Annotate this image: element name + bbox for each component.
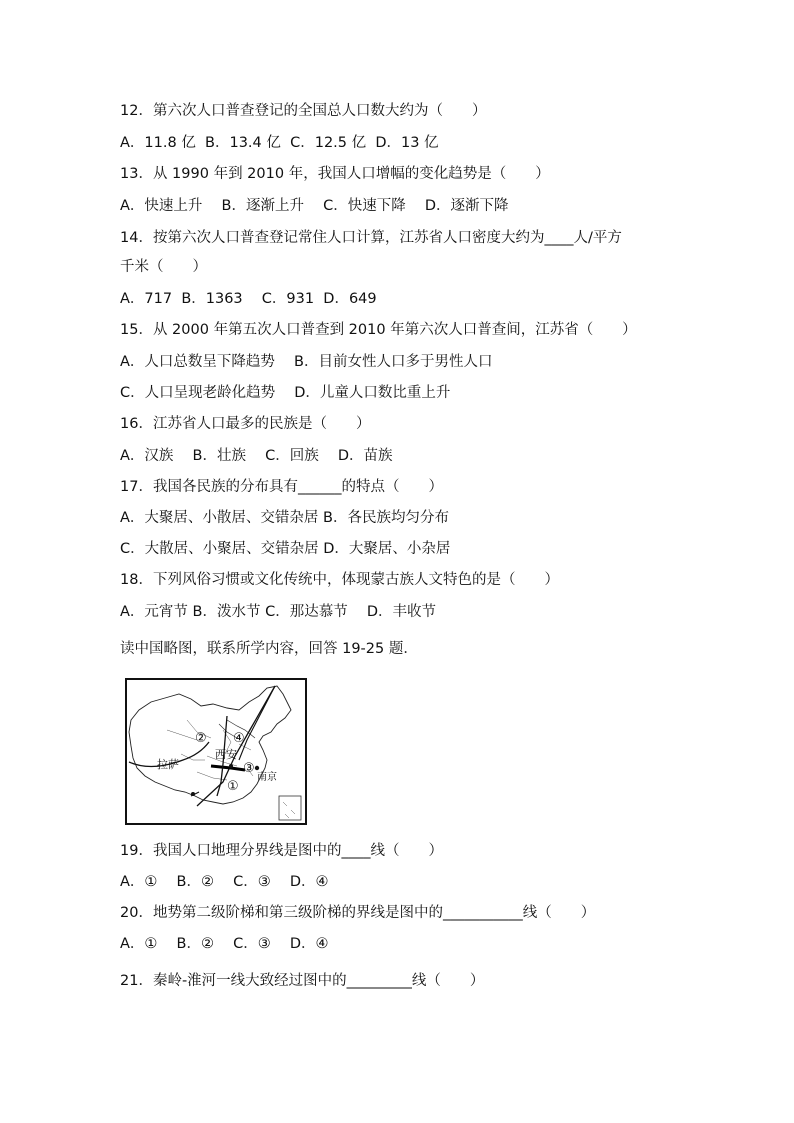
q17-options-1: A．大聚居、小散居、交错杂居 B．各民族均匀分布 <box>120 510 449 526</box>
mark-3: ③ <box>243 761 255 776</box>
q17-text: 17．我国各民族的分布具有______的特点（ ） <box>120 479 443 495</box>
mark-1: ① <box>227 779 239 794</box>
q20-text: 20．地势第二级阶梯和第三级阶梯的界线是图中的___________线（ ） <box>120 905 596 921</box>
map-intro: 读中国略图，联系所学内容，回答 19-25 题． <box>120 641 418 657</box>
xian-dot <box>229 764 233 768</box>
q19-options: A．① B．② C．③ D．④ <box>120 874 329 890</box>
south-sea-islands <box>283 802 295 818</box>
lhasa-dot <box>191 792 195 796</box>
mark-4: ④ <box>233 731 245 746</box>
south-sea-inset <box>279 796 301 820</box>
mark-2: ② <box>195 731 207 746</box>
q21-text: 21．秦岭-淮河一线大致经过图中的_________线（ ） <box>120 973 485 989</box>
province-borders <box>167 720 253 780</box>
q16-text: 16．江苏省人口最多的民族是（ ） <box>120 416 371 432</box>
q19-text: 19．我国人口地理分界线是图中的____线（ ） <box>120 843 443 859</box>
line-3 <box>211 766 245 770</box>
q15-options-1: A．人口总数呈下降趋势 B．目前女性人口多于男性人口 <box>120 354 493 370</box>
nanjing-label: 南京 <box>257 772 277 783</box>
q17-options-2: C．大散居、小聚居、交错杂居 D．大聚居、小杂居 <box>120 541 451 557</box>
q13-options: A．快速上升 B．逐渐上升 C．快速下降 D．逐渐下降 <box>120 198 509 214</box>
q12-text: 12．第六次人口普查登记的全国总人口数大约为（ ） <box>120 103 487 119</box>
xian-label: 西安 <box>215 748 237 761</box>
lhasa-label: 拉萨 <box>157 758 179 771</box>
q15-options-2: C．人口呈现老龄化趋势 D．儿童人口数比重上升 <box>120 385 451 401</box>
q16-options: A．汉族 B．壮族 C．回族 D．苗族 <box>120 448 393 464</box>
nanjing-dot <box>255 766 259 770</box>
china-sketch-map <box>125 678 307 825</box>
q18-text: 18．下列风俗习惯或文化传统中，体现蒙古族人文特色的是（ ） <box>120 572 559 588</box>
q13-text: 13．从 1990 年到 2010 年，我国人口增幅的变化趋势是（ ） <box>120 166 550 182</box>
q20-options: A．① B．② C．③ D．④ <box>120 936 329 952</box>
q14-options: A．717 B．1363 C．931 D．649 <box>120 291 377 307</box>
q15-text: 15．从 2000 年第五次人口普查到 2010 年第六次人口普查间，江苏省（ ） <box>120 322 637 338</box>
china-outline <box>129 686 291 804</box>
q12-options: A．11.8 亿 B．13.4 亿 C．12.5 亿 D．13 亿 <box>120 135 439 151</box>
q18-options: A．元宵节 B．泼水节 C．那达慕节 D．丰收节 <box>120 604 436 620</box>
q14-text: 14．按第六次人口普查登记常住人口计算，江苏省人口密度大约为____人/平方 <box>120 230 622 246</box>
q14-text-continued: 千米（ ） <box>120 259 207 275</box>
